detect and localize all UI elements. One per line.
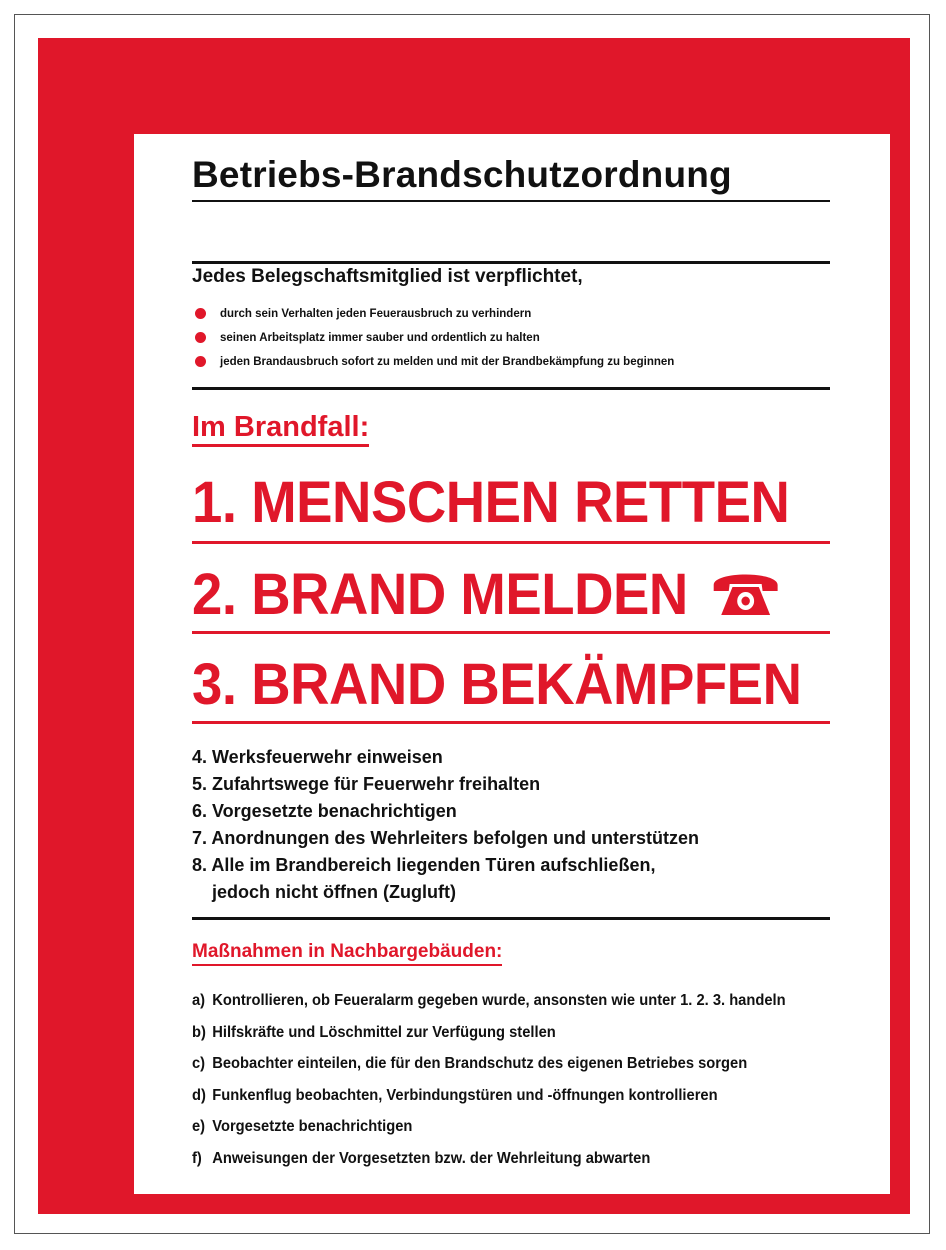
- list-item: 6. Vorgesetzte benachrichtigen: [192, 801, 457, 821]
- list-item: f) Anweisungen der Vorgesetzten bzw. der Wehrleitung abwarten: [192, 1149, 651, 1167]
- divider: [192, 261, 830, 264]
- priority-rule: [192, 541, 830, 544]
- list-item: jedoch nicht öffnen (Zugluft): [212, 882, 456, 902]
- bullet-icon: [195, 332, 206, 343]
- list-item: jeden Brandausbruch sofort zu melden und mit der Brandbekämpfung zu beginnen: [220, 355, 674, 379]
- list-item: a) Kontrollieren, ob Feueralarm gegeben wurde, ansonsten wie unter 1. 2. 3. handeln: [192, 992, 786, 1009]
- bullet-icon: [195, 308, 206, 319]
- list-item: 4. Werksfeuerwehr einweisen: [192, 747, 443, 767]
- list-item: 8. Alle im Brandbereich liegenden Türen aufschließen,: [192, 855, 656, 875]
- measures-list: [192, 985, 837, 1174]
- list-item: 7. Anordnungen des Wehrleiters befolgen und unterstützen: [192, 828, 700, 848]
- sign-panel: [134, 134, 890, 1194]
- list-item: durch sein Verhalten jeden Feuerausbruch zu verhindern: [220, 307, 674, 331]
- list-item: d) Funkenflug beobachten, Verbindungstüren und -öffnungen kontrollieren: [192, 1086, 718, 1104]
- neighbor-heading: Maßnahmen in Nachbargebäuden:: [192, 940, 502, 966]
- priority-rule: [192, 631, 830, 634]
- bullet-icon: [195, 356, 206, 367]
- priority-rule: [192, 721, 830, 724]
- divider: [192, 387, 830, 390]
- sign-title: Betriebs-Brandschutzordnung: [192, 154, 830, 202]
- list-item: seinen Arbeitsplatz immer sauber und ordentlich zu halten: [220, 331, 674, 355]
- red-frame: [38, 38, 910, 1214]
- priority-1: 1. MENSCHEN RETTEN: [192, 470, 790, 535]
- steps-list: [192, 744, 699, 906]
- fire-heading: Im Brandfall:: [192, 410, 369, 447]
- list-item: 5. Zufahrtswege für Feuerwehr freihalten: [192, 774, 541, 794]
- priority-3: 3. BRAND BEKÄMPFEN: [192, 652, 802, 717]
- list-item: b) Hilfskräfte und Löschmittel zur Verfügung stellen: [192, 1023, 556, 1041]
- telephone-icon: [710, 565, 781, 633]
- divider: [192, 917, 830, 920]
- duties-list: [220, 307, 674, 379]
- priority-2: 2. BRAND MELDEN: [192, 562, 792, 633]
- intro-text: Jedes Belegschaftsmitglied ist verpflichtet,: [192, 266, 583, 287]
- list-item: c) Beobachter einteilen, die für den Brandschutz des eigenen Betriebes sorgen: [192, 1055, 748, 1072]
- list-item: e) Vorgesetzte benachrichtigen: [192, 1118, 413, 1135]
